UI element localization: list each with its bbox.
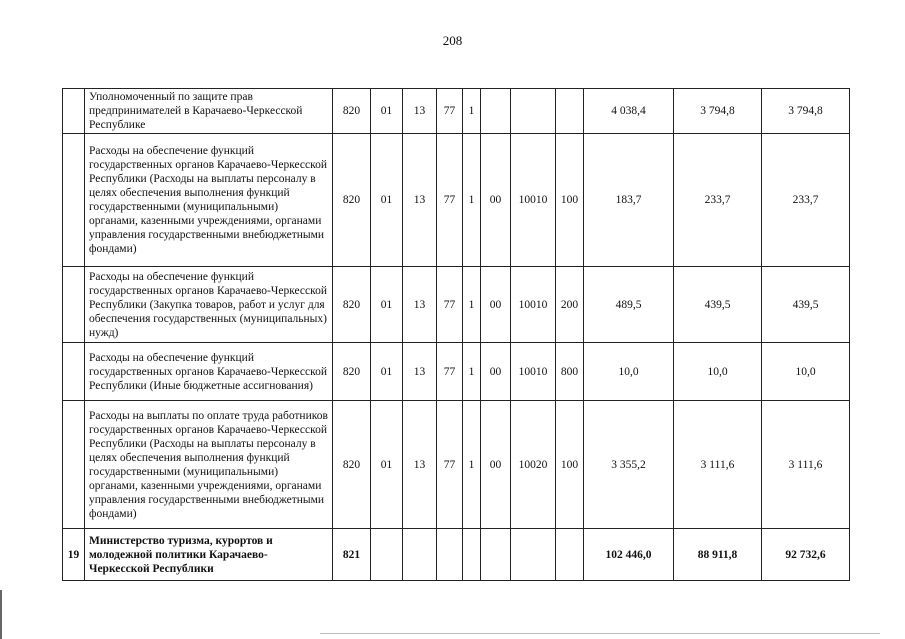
col-vr: 100 <box>556 401 584 529</box>
col-gr: 821 <box>333 529 371 581</box>
col-rz: 01 <box>371 89 403 134</box>
amount-year2: 439,5 <box>674 267 762 343</box>
col-cs4: 10010 <box>511 267 556 343</box>
col-cs2: 1 <box>463 134 481 267</box>
budget-table <box>62 88 850 581</box>
amount-year1: 489,5 <box>584 267 674 343</box>
col-pr: 13 <box>403 134 437 267</box>
col-rz <box>371 529 403 581</box>
col-cs2: 1 <box>463 89 481 134</box>
col-cs1: 77 <box>437 401 463 529</box>
row-number <box>63 134 85 267</box>
row-number <box>63 89 85 134</box>
col-rz: 01 <box>371 267 403 343</box>
col-cs2: 1 <box>463 401 481 529</box>
col-cs3: 00 <box>481 267 511 343</box>
table-row <box>63 401 850 529</box>
col-cs1: 77 <box>437 134 463 267</box>
amount-year2: 10,0 <box>674 343 762 401</box>
col-cs1: 77 <box>437 89 463 134</box>
scan-edge-mark <box>0 590 2 639</box>
col-cs1: 77 <box>437 343 463 401</box>
table-row <box>63 89 850 134</box>
amount-year1: 102 446,0 <box>584 529 674 581</box>
row-number: 19 <box>63 529 85 581</box>
col-cs4: 10010 <box>511 134 556 267</box>
row-name: Министерство туризма, курортов и молодежной политики Карачаево-Черкесской Республики <box>85 529 333 581</box>
row-number <box>63 401 85 529</box>
col-cs1: 77 <box>437 267 463 343</box>
col-cs4: 10020 <box>511 401 556 529</box>
col-pr: 13 <box>403 267 437 343</box>
col-cs3: 00 <box>481 134 511 267</box>
amount-year3: 92 732,6 <box>762 529 850 581</box>
col-cs4 <box>511 529 556 581</box>
amount-year1: 183,7 <box>584 134 674 267</box>
col-cs4 <box>511 89 556 134</box>
row-name: Расходы на обеспечение функций государственных органов Карачаево-Черкесской Республики (Иные бюджетные ассигнования) <box>85 343 333 401</box>
col-cs4: 10010 <box>511 343 556 401</box>
col-pr: 13 <box>403 401 437 529</box>
col-rz: 01 <box>371 134 403 267</box>
amount-year2: 3 794,8 <box>674 89 762 134</box>
amount-year2: 3 111,6 <box>674 401 762 529</box>
col-rz: 01 <box>371 401 403 529</box>
col-gr: 820 <box>333 343 371 401</box>
row-number <box>63 343 85 401</box>
col-vr: 200 <box>556 267 584 343</box>
amount-year3: 233,7 <box>762 134 850 267</box>
col-cs3: 00 <box>481 343 511 401</box>
table-body <box>63 89 850 581</box>
col-vr <box>556 529 584 581</box>
col-gr: 820 <box>333 89 371 134</box>
col-cs3 <box>481 89 511 134</box>
col-pr: 13 <box>403 89 437 134</box>
col-vr: 100 <box>556 134 584 267</box>
page-number: 208 <box>442 33 463 48</box>
col-cs2: 1 <box>463 267 481 343</box>
row-name: Расходы на обеспечение функций государственных органов Карачаево-Черкесской Республики (Закупка товаров, работ и услуг для обеспечения государственных (муниципальных) нужд) <box>85 267 333 343</box>
amount-year3: 439,5 <box>762 267 850 343</box>
amount-year2: 233,7 <box>674 134 762 267</box>
row-name: Расходы на выплаты по оплате труда работников государственных органов Карачаево-Черкесской Республики (Расходы на выплаты персоналу в целях обеспечения выполнения функций государственными (муниципальными) органами, казенными учреждениями, органами управления государственными внебюджетными фондами) <box>85 401 333 529</box>
amount-year2: 88 911,8 <box>674 529 762 581</box>
table-row <box>63 267 850 343</box>
col-gr: 820 <box>333 401 371 529</box>
amount-year1: 3 355,2 <box>584 401 674 529</box>
col-cs1 <box>437 529 463 581</box>
col-cs2: 1 <box>463 343 481 401</box>
col-vr <box>556 89 584 134</box>
table-row <box>63 343 850 401</box>
table-row <box>63 529 850 581</box>
col-pr <box>403 529 437 581</box>
col-pr: 13 <box>403 343 437 401</box>
col-cs2 <box>463 529 481 581</box>
table-row <box>63 134 850 267</box>
row-name: Уполномоченный по защите прав предпринимателей в Карачаево-Черкесской Республике <box>85 89 333 134</box>
amount-year3: 10,0 <box>762 343 850 401</box>
col-cs3: 00 <box>481 401 511 529</box>
col-gr: 820 <box>333 134 371 267</box>
amount-year1: 10,0 <box>584 343 674 401</box>
footer-line <box>320 633 880 634</box>
col-gr: 820 <box>333 267 371 343</box>
amount-year1: 4 038,4 <box>584 89 674 134</box>
amount-year3: 3 111,6 <box>762 401 850 529</box>
amount-year3: 3 794,8 <box>762 89 850 134</box>
row-number <box>63 267 85 343</box>
col-rz: 01 <box>371 343 403 401</box>
row-name: Расходы на обеспечение функций государственных органов Карачаево-Черкесской Республики (Расходы на выплаты персоналу в целях обеспечения выполнения функций государственными (муниципальными) органами, казенными учреждениями, органами управления государственными внебюджетными фондами) <box>85 134 333 267</box>
col-cs3 <box>481 529 511 581</box>
col-vr: 800 <box>556 343 584 401</box>
